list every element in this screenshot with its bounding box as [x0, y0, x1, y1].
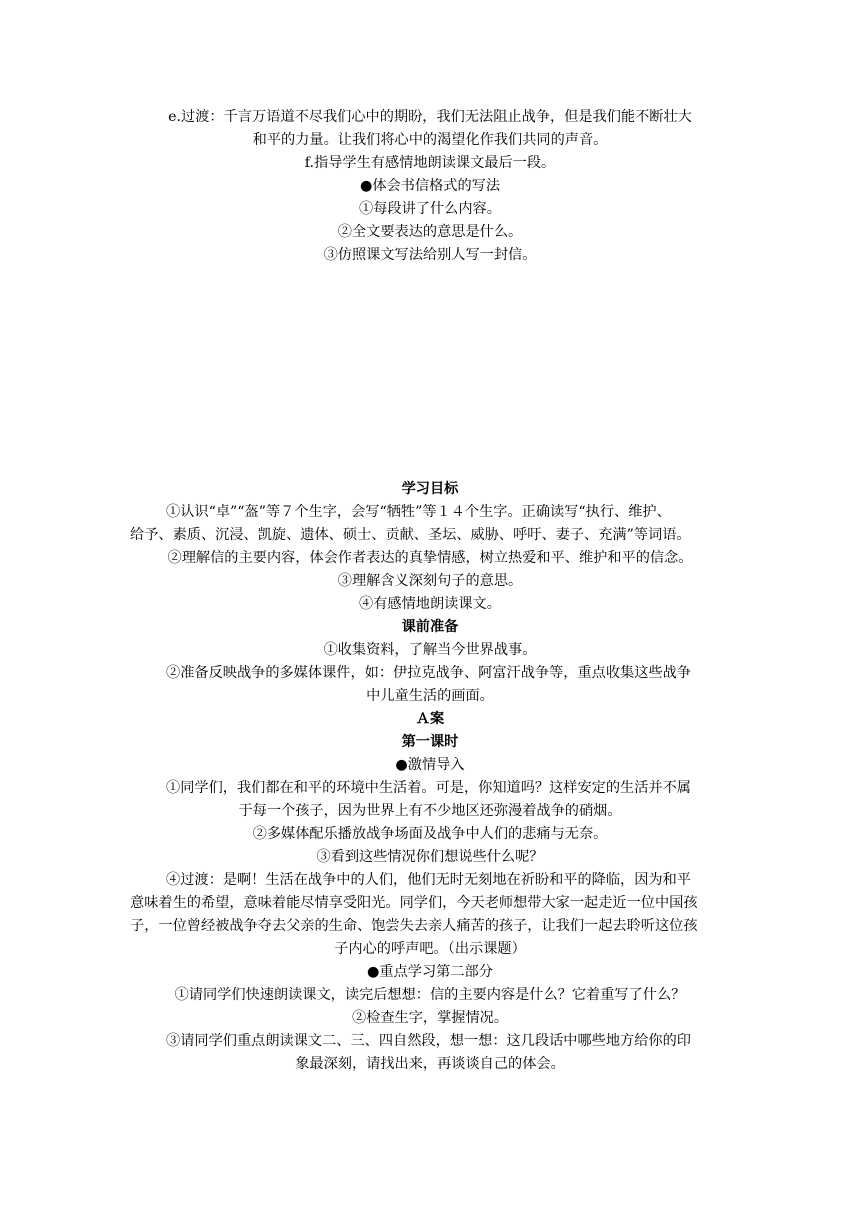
intro-3: ③看到这些情况你们想说些什么呢？ — [316, 849, 544, 865]
goal-1-line-2: 给予、素质、沉浸、凯旋、遗体、硕士、贡献、圣坛、威胁、呼吁、妻子、充满”等词语。 — [130, 527, 691, 543]
intro-1-line-2: 于每一个孩子，因为世界上有不少地区还弥漫着战争的硝烟。 — [238, 803, 622, 819]
goals-heading: 学习目标 — [401, 481, 459, 497]
lesson-steps-section — [130, 106, 730, 267]
study-3-line-1: ③请同学们重点朗读课文二、三、四自然段，想一想：这几段话中哪些地方给你的印 — [166, 1033, 691, 1049]
intro-4-line-1: ④过渡：是啊！生活在战争中的人们，他们无时无刻地在祈盼和平的降临，因为和平 — [166, 872, 691, 888]
plan-heading: Ａ案 — [415, 711, 445, 727]
text-line: ①每段讲了什么内容。 — [359, 201, 501, 217]
study-3-line-2: 象最深刻，请找出来，再谈谈自己的体会。 — [295, 1056, 565, 1072]
intro-2: ②多媒体配乐播放战争场面及战争中人们的悲痛与无奈。 — [252, 826, 608, 842]
goal-1-line-1: ①认识“卓”“盔”等７个生字，会写“牺牲”等１４个生字。正确读写“执行、维护、 — [166, 504, 671, 520]
text-line: f.指导学生有感情地朗读课文最后一段。 — [304, 155, 556, 171]
goal-4: ④有感情地朗读课文。 — [359, 596, 501, 612]
goal-2: ②理解信的主要内容，体会作者表达的真挚情感，树立热爱和平、维护和平的信念。 — [167, 550, 693, 566]
intro-4-line-2: 意味着生的希望，意味着能尽情享受阳光。同学们，今天老师想带大家一起走近一位中国孩 — [130, 895, 698, 911]
preparation-heading: 课前准备 — [401, 619, 459, 635]
prep-2-line-1: ②准备反映战争的多媒体课件，如：伊拉克战争、阿富汗战争等，重点收集这些战争 — [166, 665, 691, 681]
study-2: ②检查生字，掌握情况。 — [351, 1010, 509, 1026]
intro-1-line-1: ①同学们，我们都在和平的环境中生活着。可是，你知道吗？这样安定的生活并不属 — [166, 780, 691, 796]
text-line: ③仿照课文写法给别人写一封信。 — [323, 247, 537, 263]
text-line: ●体会书信格式的写法 — [359, 178, 501, 194]
intro-4-line-3: 子，一位曾经被战争夺去父亲的生命、饱尝失去亲人痛苦的孩子，让我们一起去聆听这位孩 — [130, 918, 698, 934]
lesson-heading: 第一课时 — [401, 734, 459, 750]
lesson-plan-section — [130, 478, 730, 1076]
prep-2-line-2: 中儿童生活的画面。 — [366, 688, 494, 704]
text-line: e.过渡：千言万语道不尽我们心中的期盼，我们无法阻止战争，但是我们能不断壮大 — [168, 109, 692, 125]
intro-4-line-4: 子内心的呼声吧。（出示课题） — [334, 941, 526, 957]
intro-heading: ●激情导入 — [395, 757, 465, 773]
prep-1: ①收集资料，了解当今世界战事。 — [323, 642, 537, 658]
text-line: 和平的力量。让我们将心中的渴望化作我们共同的声音。 — [252, 132, 608, 148]
study-1: ①请同学们快速朗读课文，读完后想想：信的主要内容是什么？它着重写了什么？ — [174, 987, 686, 1003]
study-heading: ●重点学习第二部分 — [367, 964, 493, 980]
text-line: ②全文要表达的意思是什么。 — [337, 224, 523, 240]
goal-3: ③理解含义深刻句子的意思。 — [337, 573, 523, 589]
